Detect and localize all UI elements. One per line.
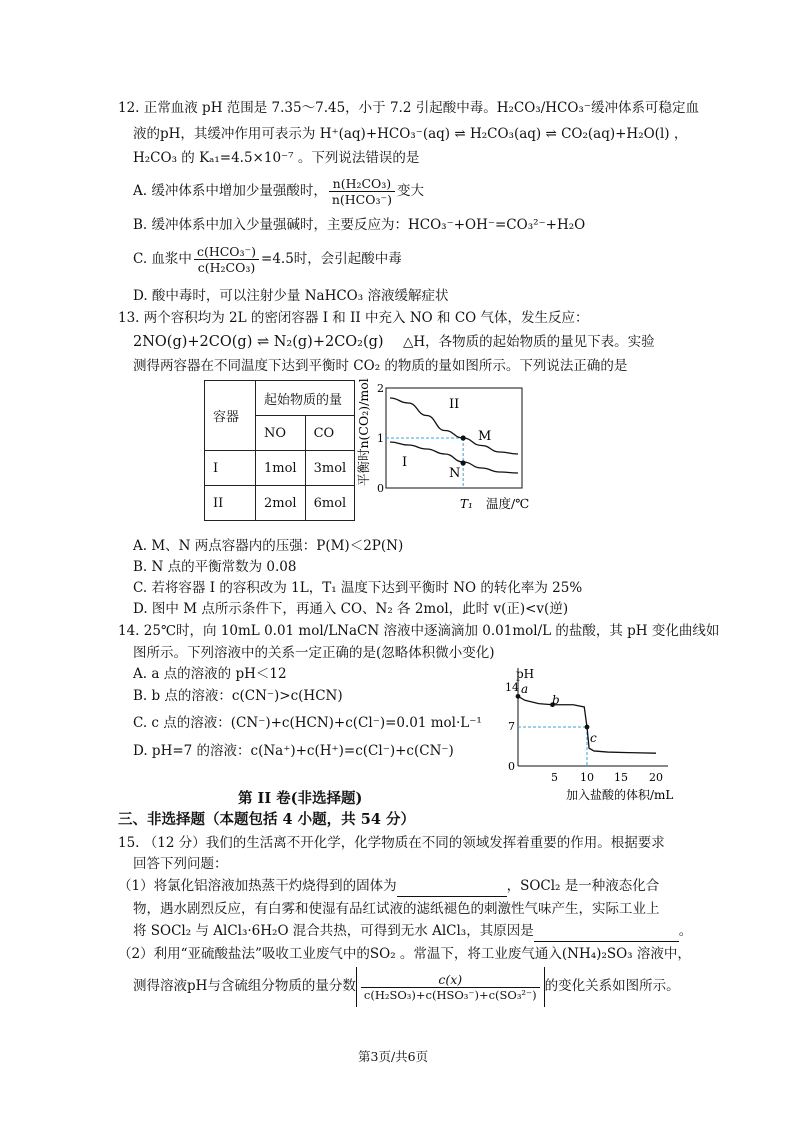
th-no: NO <box>256 416 306 451</box>
answer-blank-2[interactable] <box>534 921 679 942</box>
y-tick-7: 7 <box>508 720 515 733</box>
x-tick-20: 20 <box>649 771 663 784</box>
q12-stem-line1: 12. 正常血液 pH 范围是 7.35～7.45，小于 7.2 引起酸中毒。H₂CO₃/HCO₃⁻缓冲体系可稳定血 <box>118 100 699 116</box>
x-tick-t1: T₁ <box>460 497 473 511</box>
x-axis-label: 温度/℃ <box>486 496 530 511</box>
q13-option-a: A. M、N 两点容器内的压强：P(M)＜2P(N) <box>133 538 404 554</box>
q12-option-a: A. 缓冲体系中增加少量强酸时， $\frac{\text{n(H₂CO₃)}}{\text{n(HCO₃⁻)}}$ 变大 <box>133 176 424 207</box>
q15-part2-line1: （2）利用“亚硫酸盐法”吸收工业废气中的SO₂ 。常温下，将工业废气通入(NH₄)₂SO₃ 溶液中， <box>118 946 691 962</box>
q15-part1-line1: （1）将氯化铝溶液加热蒸干灼烧得到的固体为 ，SOCl₂ 是一种液态化合 <box>118 876 659 897</box>
q13-start-table <box>204 380 355 521</box>
q14-option-c: C. c 点的溶液：(CN⁻)+c(HCN)+c(Cl⁻)=0.01 mol·L⁻¹ <box>133 715 482 731</box>
q13-option-b: B. N 点的平衡常数为 0.08 <box>133 559 297 575</box>
q13-option-c: C. 若将容器 I 的容积改为 1L，T₁ 温度下达到平衡时 NO 的转化率为 25% <box>133 580 583 596</box>
q12-stem-line2: 液的pH，其缓冲作用可表示为 H⁺(aq)+HCO₃⁻(aq) ⇌ H₂CO₃(aq) ⇌ CO₂(aq)+H₂O(l) ， <box>133 126 688 142</box>
y-tick-14: 14 <box>505 681 519 694</box>
q15-stem-line2: 回答下列问题： <box>133 856 228 872</box>
cell: II <box>205 486 256 521</box>
label-ii: II <box>449 397 460 412</box>
x-tick-10: 10 <box>580 771 594 784</box>
q15-part1-line2: 物，遇水剧烈反应，有白雾和使湿有品红试液的滤纸褪色的刺激性气味产生，实际工业上 <box>133 901 660 917</box>
cell: 2mol <box>256 486 306 521</box>
label-a: a <box>521 682 529 696</box>
q12-stem-line3: H₂CO₃ 的 Kₐ₁=4.5×10⁻⁷ 。下列说法错误的是 <box>133 150 420 166</box>
cell: I <box>205 451 256 486</box>
label-b: b <box>552 693 560 707</box>
cell: 6mol <box>305 486 355 521</box>
th-container: 容器 <box>205 381 256 451</box>
point-a <box>516 694 521 699</box>
q15-part1-line3: 将 SOCl₂ 与 AlCl₃·6H₂O 混合共热，可得到无水 AlCl₃，其原因是 。 <box>133 921 692 942</box>
th-co: CO <box>305 416 355 451</box>
th-start: 起始物质的量 <box>256 381 355 416</box>
section-title: 第 II 卷(非选择题) <box>238 790 363 807</box>
answer-blank-1[interactable] <box>397 876 507 897</box>
cell: 1mol <box>256 451 306 486</box>
label-n: N <box>449 466 461 481</box>
q12-option-b: B. 缓冲体系中加入少量强碱时，主要反应为：HCO₃⁻+OH⁻=CO₃²⁻+H₂O <box>133 217 586 233</box>
label-m: M <box>478 429 492 444</box>
x-tick-15: 15 <box>614 771 628 784</box>
q14-option-d: D. pH=7 的溶液：c(Na⁺)+c(H⁺)=c(Cl⁻)+c(CN⁻) <box>133 743 454 759</box>
y-tick-0: 0 <box>508 760 515 773</box>
y-axis-label: 平衡时n(CO₂)/mol <box>356 378 371 486</box>
q14-stem-line2: 图所示。下列溶液中的关系一定正确的是(忽略体积微小变化) <box>133 645 495 661</box>
q14-option-a: A. a 点的溶液的 pH＜12 <box>133 666 287 682</box>
q13-equation: 2NO(g)+2CO(g) ⇌ N₂(g)+2CO₂(g) <box>133 334 384 350</box>
y-tick-1: 1 <box>377 432 384 445</box>
table-row <box>205 486 355 521</box>
q14-chart <box>496 660 686 806</box>
q12-option-c: C. 血浆中 $\frac{\text{c(HCO₃⁻)}}{\text{c(H₂CO₃)}}$ =4.5时，会引起酸中毒 <box>133 244 402 275</box>
q14-stem-line1: 14. 25℃时，向 10mL 0.01 mol/LNaCN 溶液中逐滴滴加 0.01mol/L 的盐酸，其 pH 变化曲线如 <box>118 623 720 639</box>
q13-stem-line3: 测得两容器在不同温度下达到平衡时 CO₂ 的物质的量如图所示。下列说法正确的是 <box>133 358 628 374</box>
label-c: c <box>590 731 597 745</box>
section-heading: 三、非选择题（本题包括 4 小题，共 54 分） <box>118 811 415 828</box>
q14-option-b: B. b 点的溶液：c(CN⁻)>c(HCN) <box>133 688 343 704</box>
q13-option-d: D. 图中 M 点所示条件下，再通入 CO、N₂ 各 2mol，此时 v(正)<v(逆) <box>133 601 569 617</box>
page-number: 第3页/共6页 <box>358 1049 429 1064</box>
q12-option-d: D. 酸中毒时，可以注射少量 NaHCO₃ 溶液缓解症状 <box>133 288 449 304</box>
q15-stem-line1: 15. （12 分）我们的生活离不开化学，化学物质在不同的领域发挥着重要的作用。根据要求 <box>118 835 665 851</box>
q15-part2-line2: 测得溶液pH与含硫组分物质的量分数 $\frac{c(x)}{\text{c(H₂SO₃)+c(HSO₃⁻)+c(SO₃²⁻)}}$ 的变化关系如图所示。 <box>133 966 680 1007</box>
y-axis-label: pH <box>516 667 535 681</box>
x-axis-label: 加入盐酸的体积/mL <box>566 788 674 802</box>
y-tick-2: 2 <box>377 382 384 395</box>
table-row <box>205 451 355 486</box>
point-c <box>585 725 590 730</box>
label-i: I <box>402 455 408 470</box>
y-tick-0: 0 <box>377 482 384 495</box>
x-tick-5: 5 <box>551 771 558 784</box>
q13-stem-line2: △H，各物质的起始物质的量见下表。实验 <box>403 334 655 350</box>
cell: 3mol <box>305 451 355 486</box>
point-m <box>461 435 466 440</box>
q13-stem-line1: 13. 两个容积均为 2L 的密闭容器 I 和 II 中充入 NO 和 CO 气体，发生反应： <box>118 310 589 326</box>
point-n <box>461 460 466 465</box>
q13-chart <box>356 376 546 522</box>
